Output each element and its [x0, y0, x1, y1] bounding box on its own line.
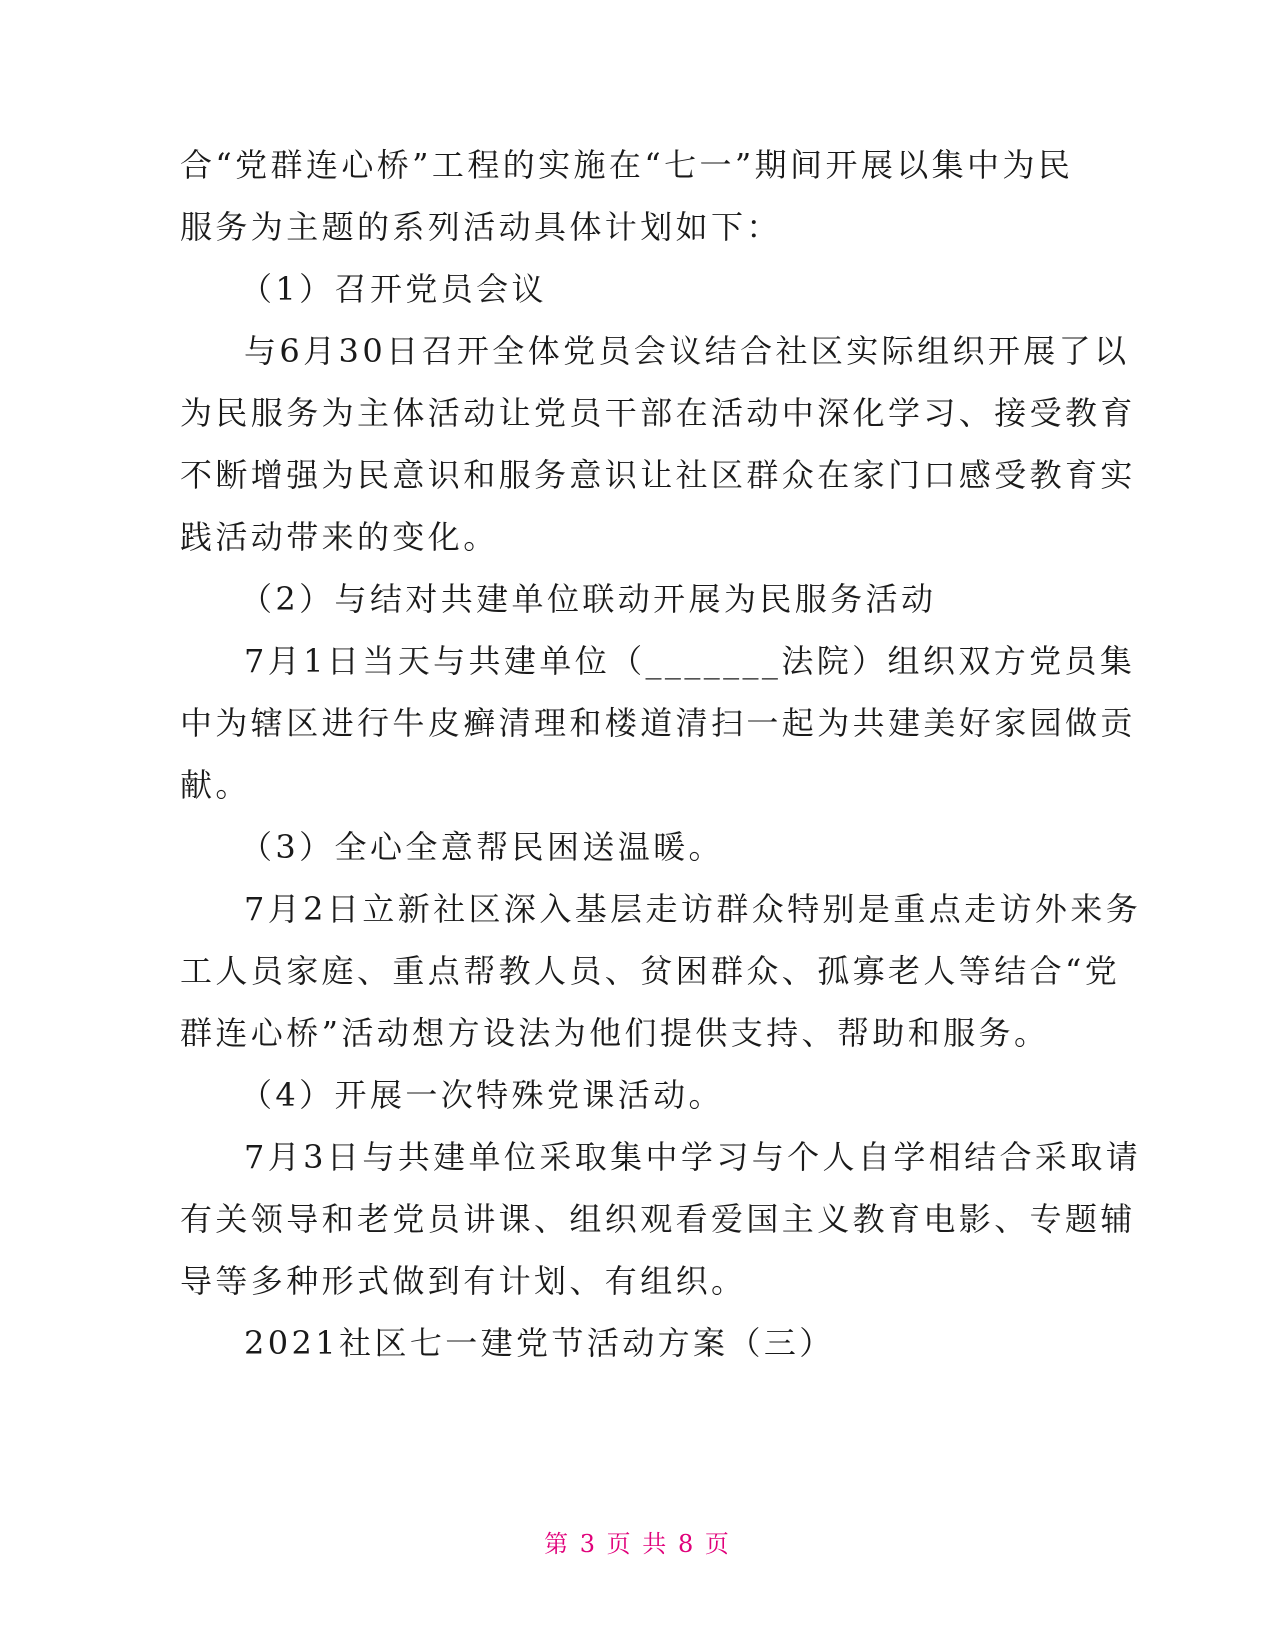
text-line: 为民服务为主体活动让党员干部在活动中深化学习、接受教育 — [180, 394, 1136, 432]
text-line: 与6月30日召开全体党员会议结合社区实际组织开展了以 — [244, 332, 1130, 370]
section-heading-4: （4）开展一次特殊党课活动。 — [240, 1076, 724, 1114]
section-heading-2: （2）与结对共建单位联动开展为民服务活动 — [240, 580, 937, 618]
text-line: 有关领导和老党员讲课、组织观看爱国主义教育电影、专题辅 — [180, 1200, 1136, 1238]
section-heading-3: （3）全心全意帮民困送温暖。 — [240, 828, 724, 866]
text-line: 7月2日立新社区深入基层走访群众特别是重点走访外来务 — [244, 890, 1142, 928]
text-line: 导等多种形式做到有计划、有组织。 — [180, 1262, 747, 1300]
text-line: 中为辖区进行牛皮癣清理和楼道清扫一起为共建美好家园做贡 — [180, 704, 1136, 742]
section-heading-1: （1）召开党员会议 — [240, 270, 547, 308]
section-title: 2021社区七一建党节活动方案（三） — [244, 1324, 835, 1362]
text-line: 践活动带来的变化。 — [180, 518, 499, 556]
text-line: 服务为主题的系列活动具体计划如下： — [180, 208, 782, 246]
text-line: 群连心桥”活动想方设法为他们提供支持、帮助和服务。 — [180, 1014, 1050, 1052]
text-line: 合“党群连心桥”工程的实施在“七一”期间开展以集中为民 — [180, 146, 1074, 184]
page-number-footer: 第 3 页 共 8 页 — [544, 1530, 731, 1558]
text-line: 7月3日与共建单位采取集中学习与个人自学相结合采取请 — [244, 1138, 1142, 1176]
text-line: 献。 — [180, 766, 251, 804]
text-line: 7月1日当天与共建单位（_______法院）组织双方党员集 — [244, 642, 1136, 680]
text-line: 工人员家庭、重点帮教人员、贫困群众、孤寡老人等结合“党 — [180, 952, 1121, 990]
text-line: 不断增强为民意识和服务意识让社区群众在家门口感受教育实 — [180, 456, 1136, 494]
document-body — [180, 134, 1142, 1374]
